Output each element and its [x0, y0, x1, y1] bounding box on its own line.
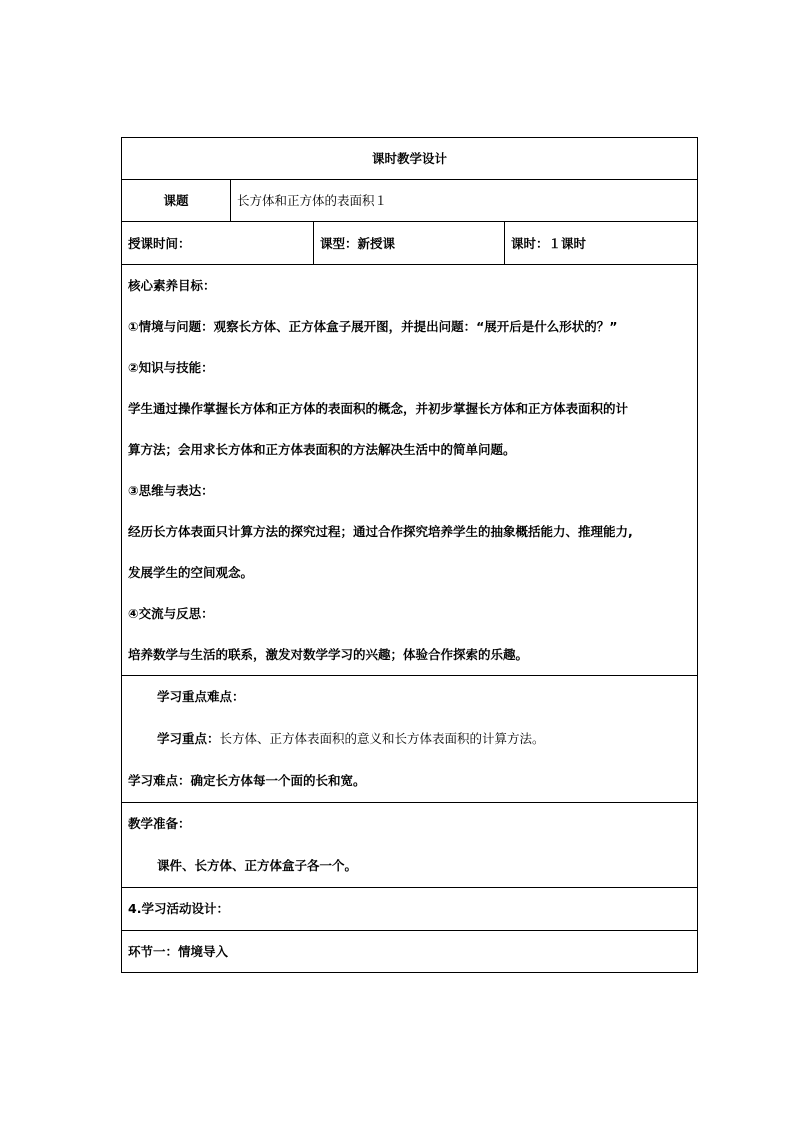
goals-line: 经历长方体表面只计算方法的探究过程；通过合作探究培养学生的抽象概括能力、推理能力,: [128, 524, 633, 539]
goals-line: ①情境与问题：观察长方体、正方体盒子展开图，并提出问题：“展开后是什么形状的？”: [128, 319, 618, 334]
key-difficulty: 学习难点：确定长方体每一个面的长和宽。: [128, 773, 366, 788]
goals-line: 算方法；会用求长方体和正方体表面积的方法解决生活中的简单问题。: [128, 442, 516, 457]
time-label: 授课时间：: [122, 222, 314, 265]
prep-row: [122, 803, 698, 888]
key-points-row: [122, 676, 698, 803]
prep-text: 课件、长方体、正方体盒子各一个。: [157, 858, 358, 873]
goals-row: [122, 265, 698, 676]
activity-cell: [122, 888, 698, 931]
type-label: 课型：新授课: [314, 222, 505, 265]
goals-heading: 核心素养目标：: [128, 278, 216, 293]
key-focus-text: 长方体、正方体表面积的意义和长方体表面积的计算方法。: [219, 731, 545, 746]
activity-row: [122, 888, 698, 931]
stage1-row: [122, 931, 698, 973]
goals-line: ④交流与反思：: [128, 606, 214, 621]
goals-line: 培养数学与生活的联系，激发对数学学习的兴趣；体验合作探索的乐趣。: [128, 647, 529, 662]
key-points-cell: [122, 676, 698, 803]
goals-line: 发展学生的空间观念。: [128, 565, 254, 580]
goals-line: ②知识与技能：: [128, 360, 214, 375]
key-focus-line: [122, 718, 697, 760]
goals-cell: [122, 265, 698, 676]
stage1-cell: [122, 931, 698, 973]
meta-row: [122, 222, 698, 265]
lesson-plan-table: [121, 137, 698, 973]
goals-line: 学生通过操作掌握长方体和正方体的表面积的概念，并初步掌握长方体和正方体表面积的计: [128, 401, 629, 416]
activity-heading: 4.学习活动设计：: [128, 901, 229, 916]
stage1-heading: 环节一：情境导入: [128, 944, 229, 959]
hours-label: 课时：１课时: [505, 222, 698, 265]
topic-label: 课题: [122, 180, 231, 222]
key-points-heading: 学习重点难点：: [157, 689, 245, 704]
title-row: [122, 138, 698, 180]
topic-row: [122, 180, 698, 222]
prep-heading: 教学准备：: [128, 816, 191, 831]
key-focus-label: 学习重点：: [157, 731, 220, 746]
doc-title: 课时教学设计: [122, 138, 698, 180]
goals-line: ③思维与表达：: [128, 483, 214, 498]
topic-value: 长方体和正方体的表面积１: [231, 180, 698, 222]
prep-cell: [122, 803, 698, 888]
